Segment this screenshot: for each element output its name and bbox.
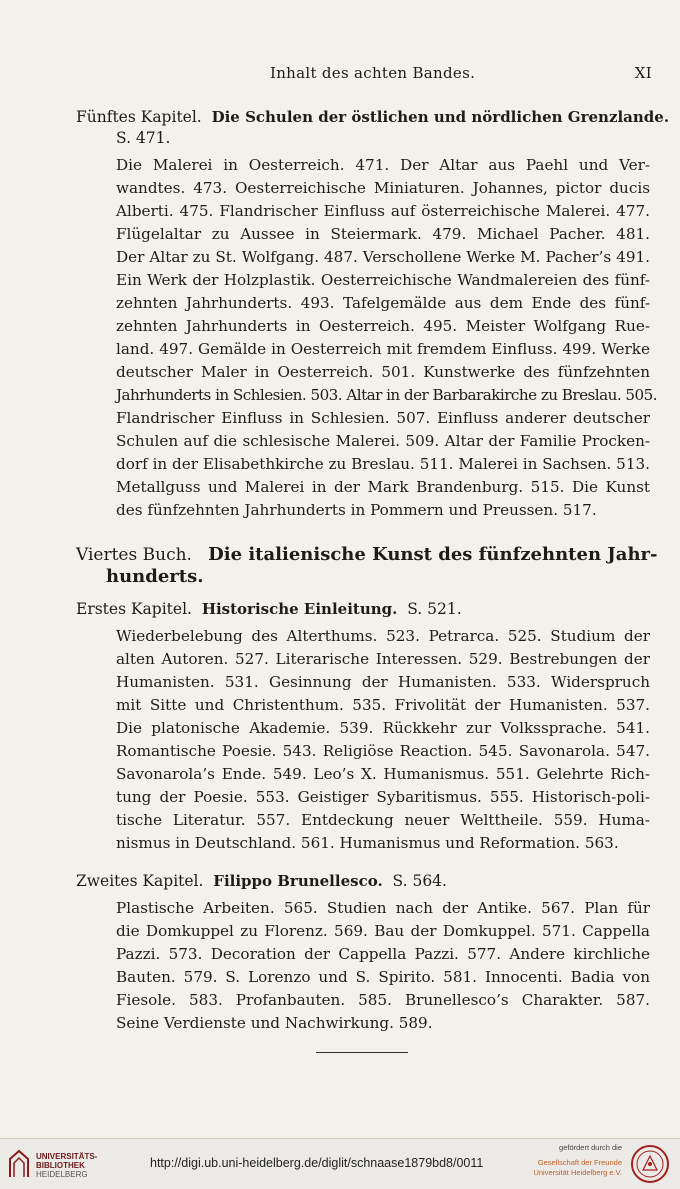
chapter-title: Filippo Brunellesco.	[213, 872, 383, 890]
chapter-title: Die Schulen der östlichen und nördlichen Grenzlande.	[211, 108, 670, 126]
chapter-label: Zweites Kapitel.	[76, 872, 204, 890]
contents-line: Seine Verdienste und Nachwirkung. 589.	[116, 1014, 433, 1032]
contents-line: tung der Poesie. 553. Geistiger Sybaritismus. 555. Historisch-poli-	[116, 788, 650, 806]
university-seal-icon	[630, 1144, 670, 1184]
chapter-heading	[76, 598, 462, 620]
contents-line: Humanisten. 531. Gesinnung der Humanisten. 533. Widerspruch	[116, 673, 650, 691]
contents-line: die Domkuppel zu Florenz. 569. Bau der Domkuppel. 571. Cappella	[116, 922, 650, 940]
contents-line: mit Sitte und Christenthum. 535. Frivolität der Humanisten. 537.	[116, 696, 650, 714]
running-head-title: Inhalt des achten Bandes.	[270, 64, 476, 82]
contents-line: Flügelaltar zu Aussee in Steiermark. 479. Michael Pacher. 481.	[116, 225, 650, 243]
book-label: Viertes Buch.	[76, 545, 192, 565]
contents-line: Die platonische Akademie. 539. Rückkehr zur Volkssprache. 541.	[116, 719, 650, 737]
chapter-heading	[76, 870, 447, 892]
contents-line: zehnten Jahrhunderts. 493. Tafelgemälde aus dem Ende des fünf-	[116, 294, 650, 312]
contents-line: Die Malerei in Oesterreich. 471. Der Altar aus Paehl und Ver-	[116, 156, 650, 174]
chapter-page-ref: S. 471.	[116, 129, 171, 147]
contents-line: land. 497. Gemälde in Oesterreich mit fremdem Einfluss. 499. Werke	[116, 340, 650, 358]
library-name	[36, 1152, 97, 1179]
closing-rule	[316, 1052, 408, 1053]
contents-line: des fünfzehnten Jahrhunderts in Pommern und Preussen. 517.	[116, 501, 597, 519]
book-title-cont	[106, 566, 204, 588]
contents-line: wandtes. 473. Oesterreichische Miniaturen. Johannes, pictor ducis	[116, 179, 650, 197]
permalink-url[interactable]: http://digi.ub.uni-heidelberg.de/diglit/schnaase1879bd8/0011	[150, 1156, 484, 1170]
contents-line: Fiesole. 583. Profanbauten. 585. Brunellesco’s Charakter. 587.	[116, 991, 650, 1009]
contents-line: Der Altar zu St. Wolfgang. 487. Verschollene Werke M. Pacher’s 491.	[116, 248, 650, 266]
chapter-page-ref: S. 564.	[392, 872, 447, 890]
contents-line: alten Autoren. 527. Literarische Interessen. 529. Bestrebungen der	[116, 650, 650, 668]
funded-by-label: gefördert durch die	[559, 1143, 622, 1152]
contents-line: Plastische Arbeiten. 565. Studien nach der Antike. 567. Plan für	[116, 899, 650, 917]
page-number: XI	[634, 64, 652, 82]
contents-line: Romantische Poesie. 543. Religiöse Reaction. 545. Savonarola. 547.	[116, 742, 650, 760]
book-heading	[76, 544, 658, 566]
contents-line: zehnten Jahrhunderts in Oesterreich. 495. Meister Wolfgang Rue-	[116, 317, 650, 335]
sponsor-credit	[522, 1143, 622, 1178]
contents-line: Pazzi. 573. Decoration der Cappella Pazzi. 577. Andere kirchliche	[116, 945, 650, 963]
digitization-footer	[0, 1138, 680, 1189]
contents-line: Flandrischer Einfluss in Schlesien. 507. Einfluss anderer deutscher	[116, 409, 650, 427]
chapter-title: Historische Einleitung.	[201, 600, 398, 618]
chapter-heading	[76, 106, 669, 128]
contents-line: Alberti. 475. Flandrischer Einfluss auf österreichische Malerei. 477.	[116, 202, 650, 220]
sponsor-name: Gesellschaft der Freunde	[537, 1158, 622, 1167]
running-head	[0, 64, 680, 86]
chapter-page-ref: S. 521.	[407, 600, 462, 618]
library-name-line: UNIVERSITÄTS-	[36, 1152, 98, 1161]
contents-line: Ein Werk der Holzplastik. Oesterreichische Wandmalereien des fünf-	[116, 271, 650, 289]
contents-line: Jahrhunderts in Schlesien. 503. Altar in der Barbarakirche zu Breslau. 505.	[116, 386, 658, 404]
chapter-label: Erstes Kapitel.	[76, 600, 192, 618]
contents-line: Bauten. 579. S. Lorenzo und S. Spirito. 581. Innocenti. Badia von	[116, 968, 650, 986]
contents-line: Schulen auf die schlesische Malerei. 509. Altar der Familie Procken-	[116, 432, 650, 450]
library-logo-icon	[8, 1149, 30, 1179]
contents-line: tische Literatur. 557. Entdeckung neuer Welttheile. 559. Huma-	[116, 811, 650, 829]
chapter-label: Fünftes Kapitel.	[76, 108, 202, 126]
library-name-line: HEIDELBERG	[36, 1170, 88, 1179]
contents-line: deutscher Maler in Oesterreich. 501. Kunstwerke des fünfzehnten	[116, 363, 650, 381]
book-title: Die italienische Kunst des fünfzehnten Jahr-	[208, 544, 658, 565]
contents-line: Wiederbelebung des Alterthums. 523. Petrarca. 525. Studium der	[116, 627, 650, 645]
contents-line: Metallguss und Malerei in der Mark Brandenburg. 515. Die Kunst	[116, 478, 650, 496]
library-name-line: BIBLIOTHEK	[36, 1161, 85, 1170]
sponsor-name: Universität Heidelberg e.V.	[533, 1168, 622, 1177]
contents-line: dorf in der Elisabethkirche zu Breslau. 511. Malerei in Sachsen. 513.	[116, 455, 650, 473]
contents-line: nismus in Deutschland. 561. Humanismus und Reformation. 563.	[116, 834, 619, 852]
book-title-continuation: hunderts.	[106, 566, 204, 587]
contents-line: Savonarola’s Ende. 549. Leo’s X. Humanismus. 551. Gelehrte Rich-	[116, 765, 650, 783]
